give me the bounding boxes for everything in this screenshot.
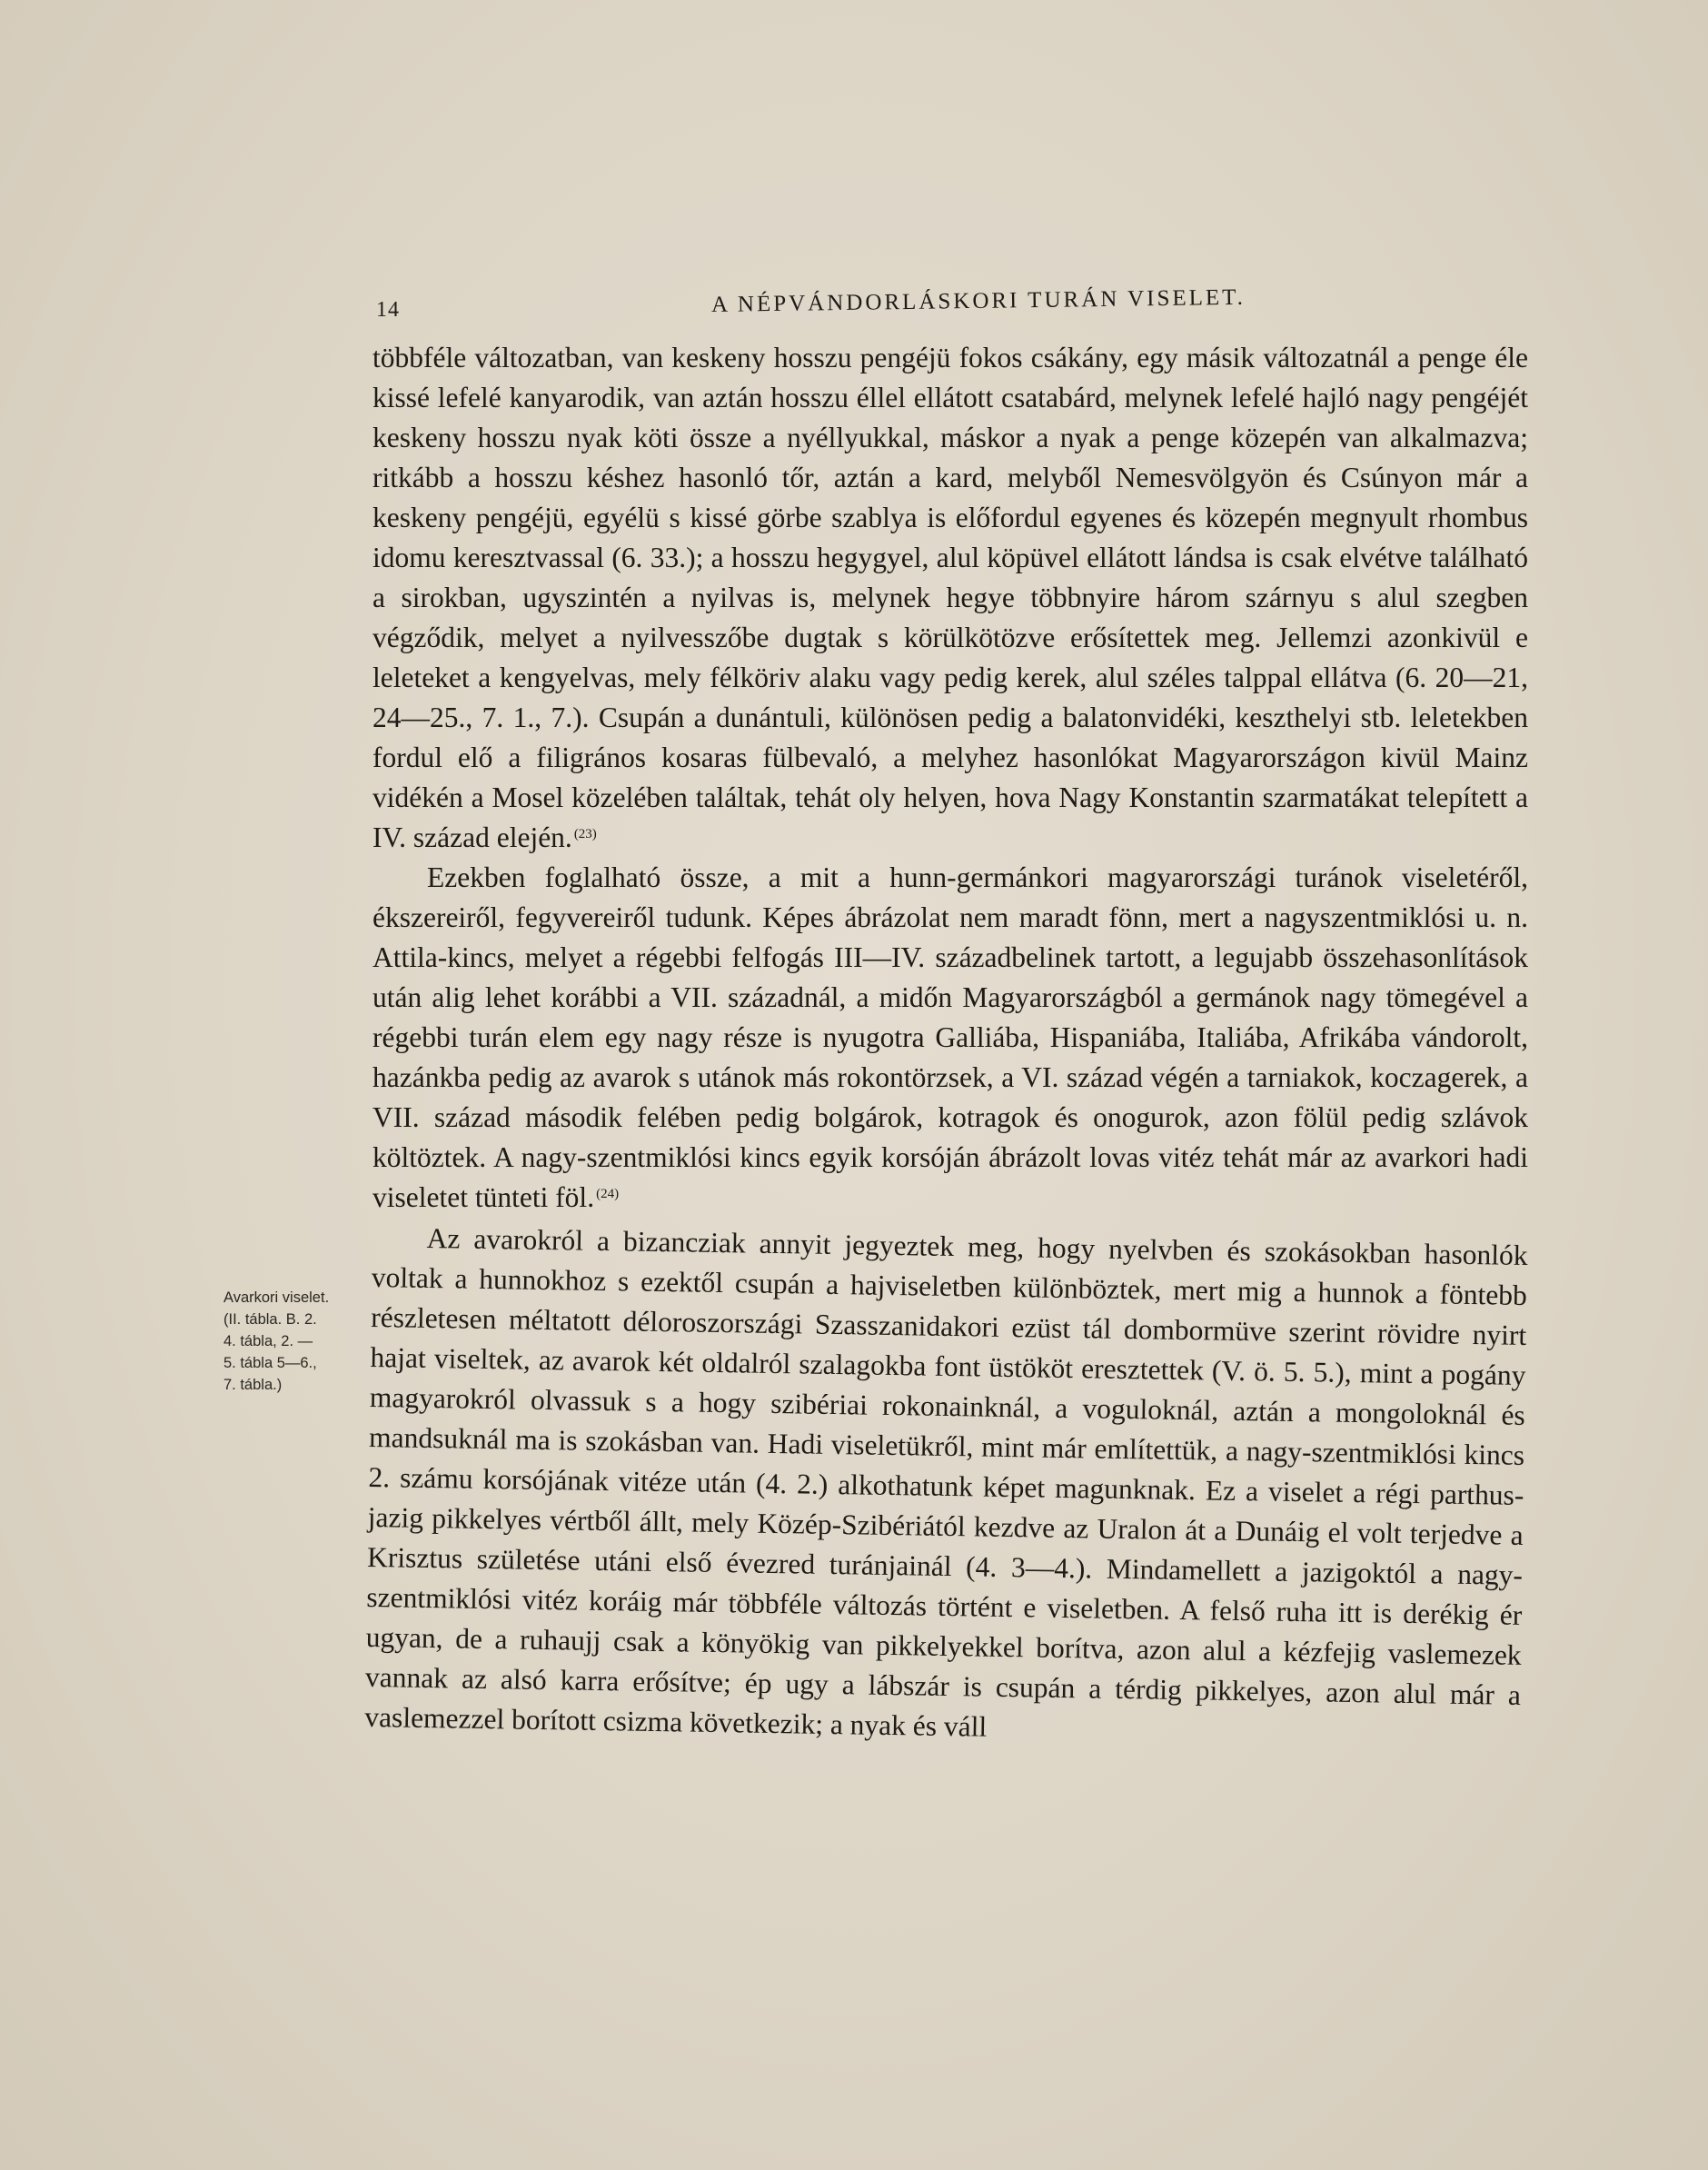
footnote-reference: (24) <box>596 1187 620 1201</box>
marginal-note <box>223 1287 329 1396</box>
marginal-note-line: (II. tábla. B. 2. <box>223 1311 317 1328</box>
marginal-note-line: 7. tábla.) <box>223 1377 283 1393</box>
paragraph <box>372 858 1528 1218</box>
footnote-reference: (23) <box>573 827 597 841</box>
paragraph-text: Ezekben foglalható össze, a mit a hunn-germánkori magyarországi turánok viseletéről, ékszereiről, fegyvereiről tudunk. Képes ábrázolat nem maradt fönn, mert a nagyszentmiklósi u. n. Attila-kincs, melyet a régebbi felfogás III—IV. századbelinek tartott, a legujabb összehasonlítások után alig lehet korábbi a VII. századnál, a midőn Magyarországból a germánok nagy tömegével a régebbi turán elem egy nagy része is nyugotra Galliába, Hispaniába, Italiába, Afrikába vándorolt, hazánkba pedig az avarok s utánok más rokontörzsek, a VI. század végén a tarniakok, koczagerek, a VII. század második felében pedig bolgárok, kotragok és onogurok, azon fölül pedig szlávok költöztek. A nagy-szentmiklósi kincs egyik korsóján ábrázolt lovas vitéz tehát már az avarkori hadi viseletet tünteti föl. <box>372 861 1528 1213</box>
running-title: A NÉPVÁNDORLÁSKORI TURÁN VISELET. <box>710 284 1246 317</box>
body-text <box>364 338 1528 1743</box>
paragraph <box>372 338 1528 858</box>
page-number: 14 <box>376 298 400 322</box>
paragraph-text: többféle változatban, van keskeny hosszu pengéjü fokos csákány, egy másik változatnál a penge éle kissé lefelé kanyarodik, van aztán hosszu éllel ellátott csatabárd, melynek lefelé hajló nagy pengéjét keskeny hosszu nyak köti össze a nyéllyukkal, máskor a nyak a penge közepén van alkalmazva; ritkább a hosszu késhez hasonló tőr, aztán a kard, melyből Nemesvölgyön és Csúnyon már a keskeny pengéjü, egyélü s kissé görbe szablya is előfordul egyenes és közepén megnyult rhombus idomu keresztvassal (6. 33.); a hosszu hegygyel, alul köpüvel ellátott lándsa is csak elvétve található a sirokban, ugyszintén a nyilvas is, melynek hegye többnyire három szárnyu s alul szegben végződik, melyet a nyilvesszőbe dugtak s körülkötözve erősítettek meg. Jellemzi azonkivül e leleteket a kengyelvas, mely félköriv alaku vagy pedig kerek, alul széles talppal ellátva (6. 20—21, 24—25., 7. 1., 7.). Csupán a dunántuli, különösen pedig a balatonvidéki, keszthelyi stb. leletekben fordul elő a filigrános kosaras fülbevaló, a melyhez hasonlókat Magyarországon kivül Mainz vidékén a Mosel közelében találtak, tehát oly helyen, hova Nagy Konstantin szarmatákat telepített a IV. század elején. <box>372 342 1528 853</box>
paragraph-text: Az avarokról a bizancziak annyit jegyeztek meg, hogy nyelvben és szokásokban hasonlók voltak a hunnokhoz s ezektől csupán a hajviseletben különböztek, mert mig a hunnok a föntebb részletesen méltatott déloroszországi Szasszanidakori ezüst tál dombormüve szerint rövidre nyirt hajat viseltek, az avarok két oldalról szalagokba font üstököt eresztettek (V. ö. 5. 5.), mint a pogány magyarokról olvassuk s a hogy szibériai rokonainknál, a voguloknál, aztán a mongoloknál és mandsuknál ma is szokásban van. Hadi viseletükről, mint már említettük, a nagy-szentmiklósi kincs 2. számu korsójának vitéze után (4. 2.) alkothatunk képet magunknak. Ez a viselet a régi parthus-jazig pikkelyes vértből állt, mely Közép-Szibériától kezdve az Uralon át a Dunáig el volt terjedve a Krisztus születése utáni első évezred turánjainál (4. 3—4.). Mindamellett a jazigoktól a nagy-szentmiklósi vitéz koráig már többféle változás történt e viseletben. A felső ruha itt is derékig ér ugyan, de a ruhaujj csak a könyökig van pikkelyekkel borítva, azon alul a kézfejig vaslemezek vannak az alsó karra erősítve; ép ugy a lábszár is csupán a térdig pikkelyes, azon alul már a vaslemezzel borított csizma következik; a nyak és váll <box>364 1221 1528 1743</box>
marginal-note-line: 5. tábla 5—6., <box>223 1355 317 1371</box>
paragraph <box>364 1218 1528 1756</box>
marginal-note-line: Avarkori viselet. <box>223 1289 330 1306</box>
marginal-note-line: 4. tábla, 2. — <box>223 1333 313 1349</box>
